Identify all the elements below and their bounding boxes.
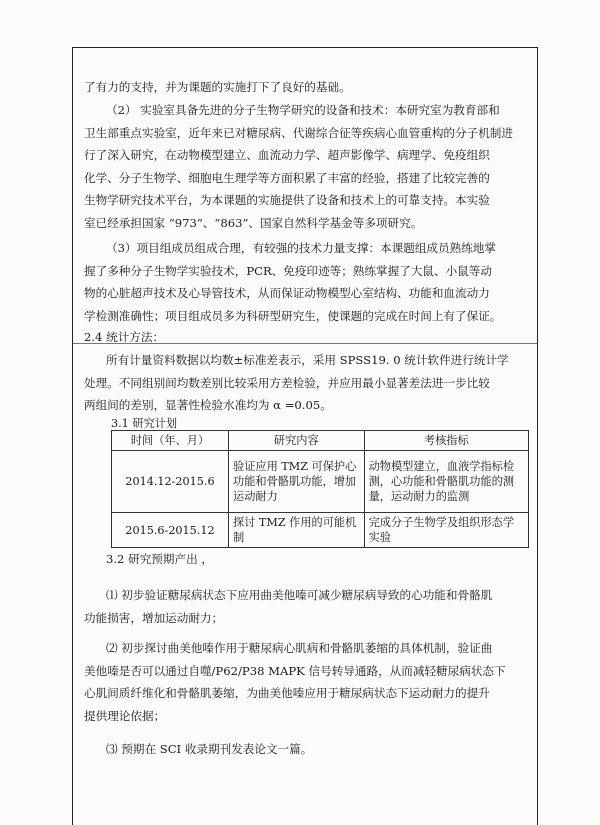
text-line: 生物学研究技术平台，为本课题的实施提供了设备和技术上的可靠支持。本实验 [84,193,490,208]
research-plan-table [111,430,529,548]
paragraph-team [84,237,529,327]
table-row [112,513,529,548]
text-line: 心肌间质纤维化和骨骼肌萎缩，为曲美他嗪应用于糖尿病状态下运动耐力的提升 [84,686,490,701]
output-item-2 [84,637,529,727]
cell-metric: 完成分子生物学及组织形态学实验 [364,513,528,548]
cell-metric: 动物模型建立，血液学指标检测，心功能和骨骼肌功能的测量，运动耐力的监测 [364,451,528,513]
text-line: 物的心脏超声技术及心导管技术，从而保证动物模型心室结构、功能和血流动力 [84,286,490,301]
text-line: ⑶ 预期在 SCI 收录期刊发表论文一篇。 [106,742,313,756]
text-line: 美他嗪是否可以通过自噬/P62/P38 MAPK 信号转导通路，从而减轻糖尿病状态下 [84,663,506,678]
text-line: 两组间的差别，显著性检验水准均为 α =0.05。 [84,398,332,413]
divider [73,343,537,344]
cell-time: 2015.6-2015.12 [112,513,229,548]
text-line: 处理。不同组别间均数差别比较采用方差检验，并应用最小显著差法进一步比较 [84,375,490,390]
cell-content: 探讨 TMZ 作用的可能机制 [229,513,365,548]
section-outputs [84,548,529,571]
text-line: 学检测准确性；项目组成员多为科研型研究生，使课题的完成在时间上有了保证。 [84,308,502,323]
cell-content: 验证应用 TMZ 可保护心功能和骨骼肌功能，增加运动耐力 [229,451,365,513]
statistics-body [84,349,529,417]
column-header: 时间（年、月） [112,431,229,451]
text-line: 化学、分子生物学、细胞电生理学等方面积累了丰富的经验，搭建了比较完善的 [84,170,490,185]
output-item-1 [84,584,529,629]
column-header: 考核指标 [364,431,528,451]
text-line: 所有计量资料数据以均数±标准差表示，采用 SPSS19. 0 统计软件进行统计学 [106,353,509,367]
text-line: 室已经承担国家 “973”、“863”、国家自然科学基金等多项研究。 [84,215,423,230]
section-heading: 2.4 统计方法： [84,330,165,344]
paragraph-lab-equipment [84,99,529,235]
text-line: 功能损害，增加运动耐力； [84,610,224,625]
text-line: 提供理论依据； [84,708,166,723]
text-line: 行了深入研究，在动物模型建立、血流动力学、超声影像学、病理学、免疫组织 [84,148,490,163]
cell-time: 2014.12-2015.6 [112,451,229,513]
section-statistics [84,326,529,349]
text-line: （3）项目组成员组成合理，有较强的技术力量支撑：本课题组成员熟练地掌 [106,241,496,255]
table-row [112,451,529,513]
paragraph-support [84,76,529,99]
plan-caption: 3.1 研究计划 [111,417,178,430]
text-line: 卫生部重点实验室，近年来已对糖尿病、代谢综合征等疾病心血管重构的分子机制进 [84,125,513,140]
text-line: 了有力的支持，并为课题的实施打下了良好的基础。 [84,80,351,94]
text-line: （2） 实验室具备先进的分子生物学研究的设备和技术：本研究室为教育部和 [106,103,500,117]
text-line: 握了多种分子生物学实验技术，PCR、免疫印迹等；熟练掌握了大鼠、小鼠等动 [84,263,492,278]
section-heading: 3.2 研究预期产出 ， [106,552,213,566]
text-line: ⑵ 初步探讨曲美他嗪作用于糖尿病心肌病和骨骼肌萎缩的具体机制，验证曲 [106,641,493,655]
output-item-3 [84,738,529,761]
text-line: ⑴ 初步验证糖尿病状态下应用曲美他嗪可减少糖尿病导致的心功能和骨骼肌 [106,588,493,602]
column-header: 研究内容 [229,431,365,451]
table-header-row [112,431,529,451]
